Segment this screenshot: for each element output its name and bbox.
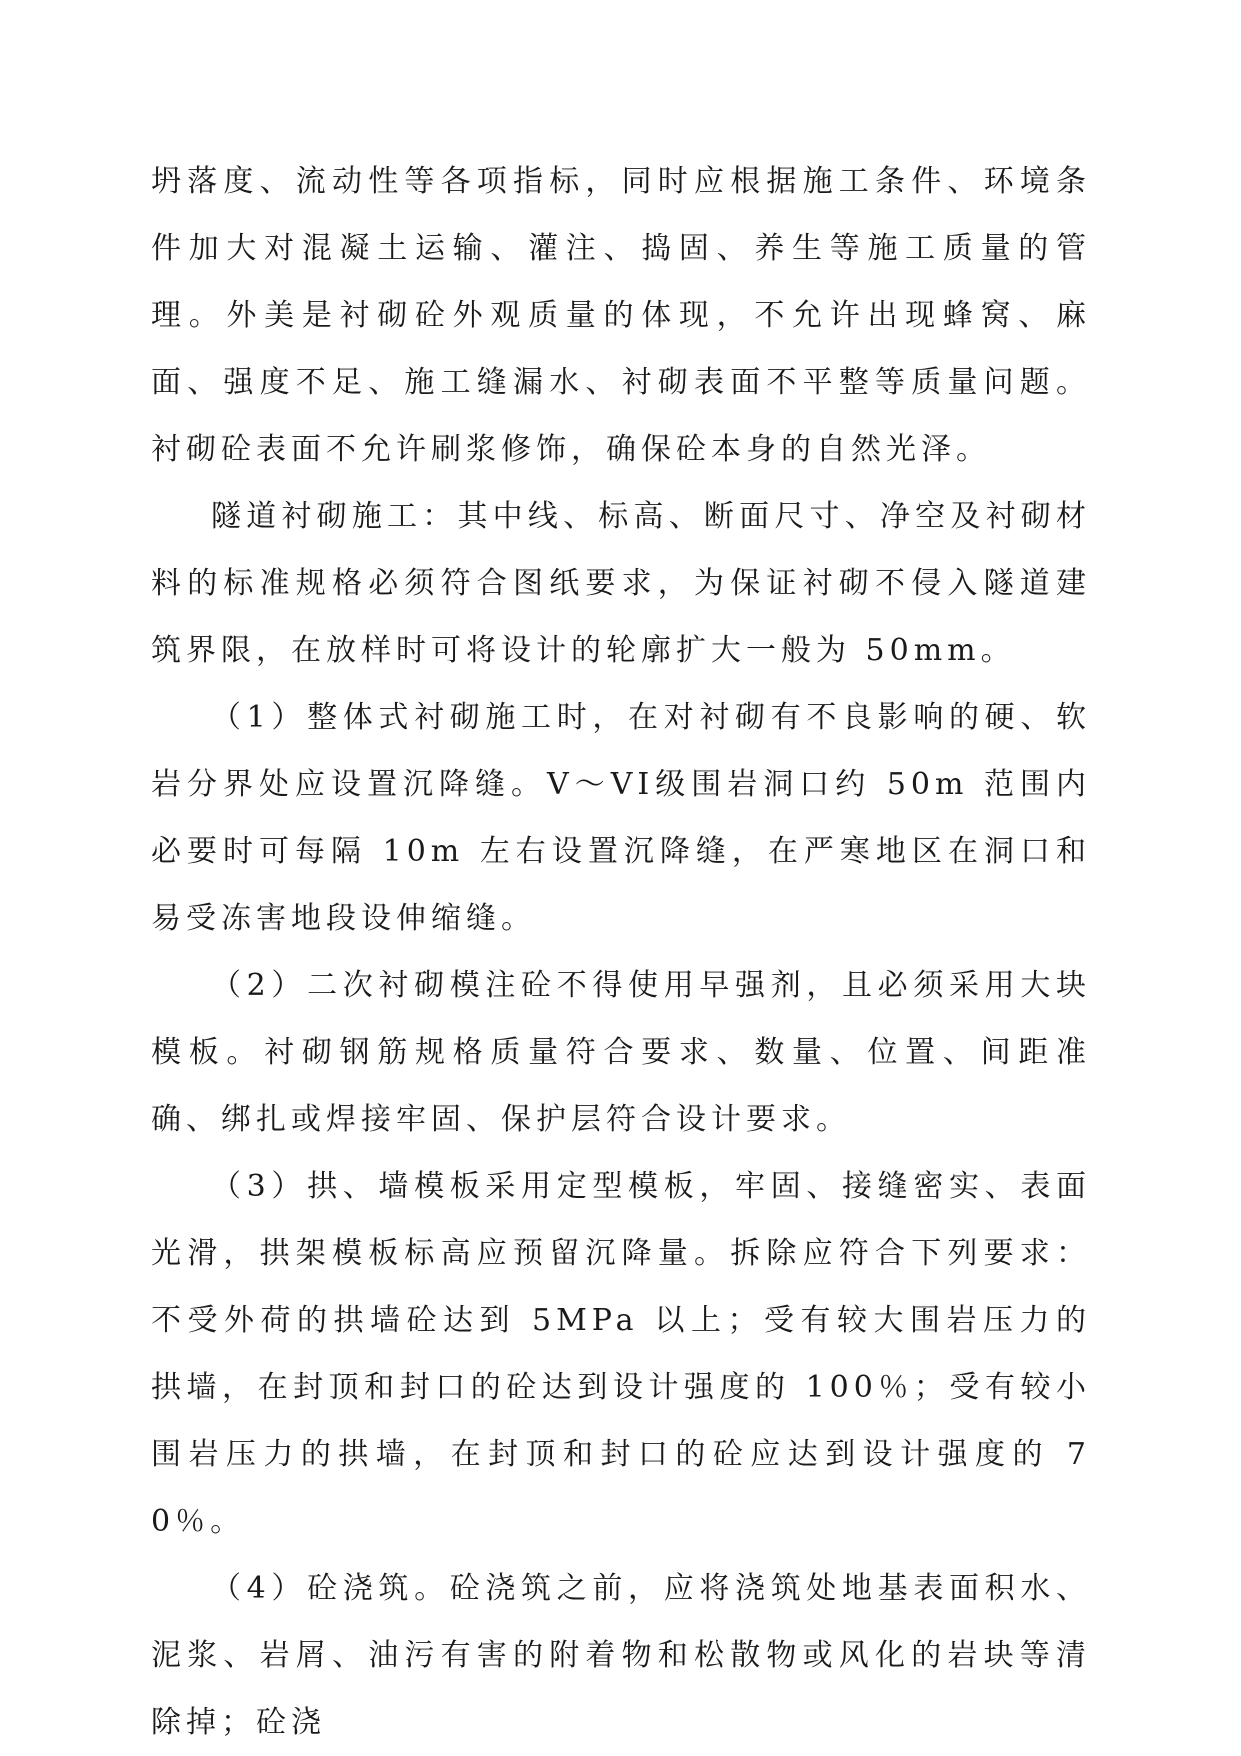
paragraph-tunnel-lining: 隧道衬砌施工：其中线、标高、断面尺寸、净空及衬砌材料的标准规格必须符合图纸要求，为保证衬砌不侵入隧道建筑界限，在放样时可将设计的轮廓扩大一般为 50mm。 bbox=[151, 499, 1091, 668]
paragraph-item-2: （2）二次衬砌模注砼不得使用早强剂，且必须采用大块模板。衬砌钢筋规格质量符合要求、数量、位置、间距准确、绑扎或焊接牢固、保护层符合设计要求。 bbox=[151, 968, 1091, 1137]
paragraph-item-3: （3）拱、墙模板采用定型模板，牢固、接缝密实、表面光滑，拱架模板标高应预留沉降量。拆除应符合下列要求：不受外荷的拱墙砼达到 5MPa 以上；受有较大围岩压力的拱墙，在封顶和封口的砼达到设计强度的 100％；受有较小围岩压力的拱墙，在封顶和封口的砼应达到设计强度的 70％。 bbox=[151, 1169, 1091, 1539]
paragraph-item-1: （1）整体式衬砌施工时，在对衬砌有不良影响的硬、软岩分界处应设置沉降缝。V～VI级围岩洞口约 50m 范围内必要时可每隔 10m 左右设置沉降缝，在严寒地区在洞口和易受冻害地段设伸缩缝。 bbox=[151, 700, 1091, 936]
body-text bbox=[151, 148, 1091, 1756]
paragraph-continuation: 坍落度、流动性等各项指标，同时应根据施工条件、环境条件加大对混凝土运输、灌注、捣固、养生等施工质量的管理。外美是衬砌砼外观质量的体现，不允许出现蜂窝、麻面、强度不足、施工缝漏水、衬砌表面不平整等质量问题。衬砌砼表面不允许刷浆修饰，确保砼本身的自然光泽。 bbox=[151, 164, 1091, 467]
paragraph-item-4: （4）砼浇筑。砼浇筑之前，应将浇筑处地基表面积水、泥浆、岩屑、油污有害的附着物和松散物或风化的岩块等清除掉；砼浇 bbox=[151, 1571, 1091, 1740]
